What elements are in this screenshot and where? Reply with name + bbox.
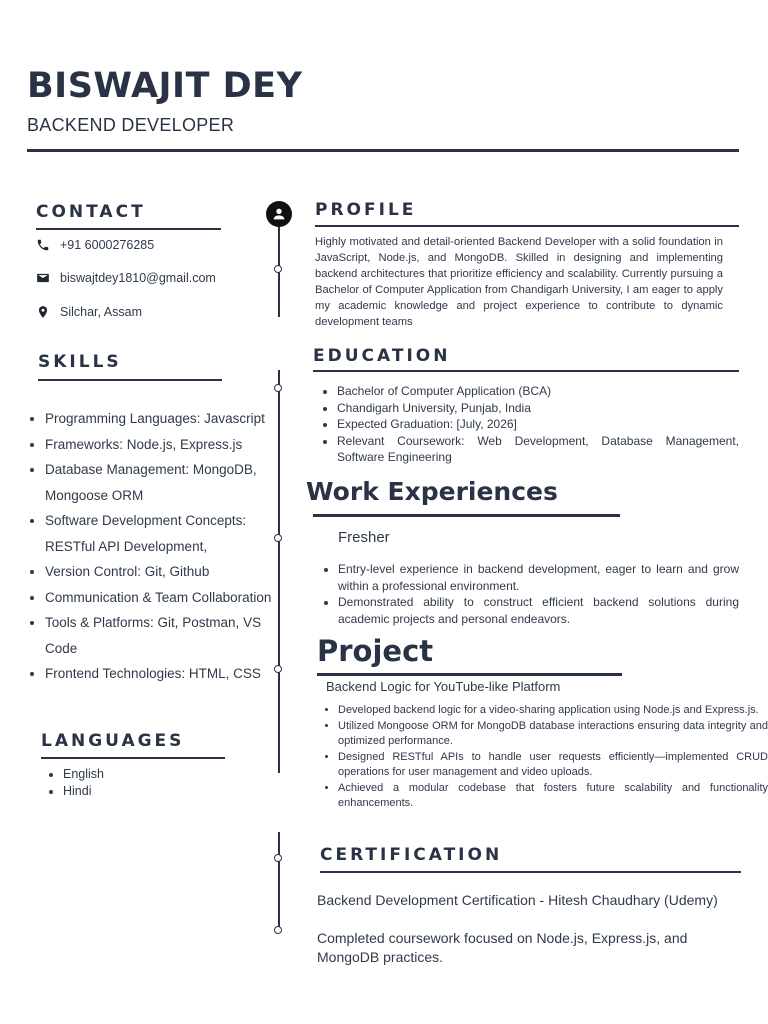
contact-heading: CONTACT [36, 202, 146, 222]
list-item: • Version Control: Git, Github [45, 559, 279, 585]
contact-rule [36, 228, 221, 230]
languages-list [45, 766, 104, 799]
timeline-dot [274, 665, 282, 673]
skills-heading: SKILLS [38, 352, 122, 372]
contact-location [36, 305, 142, 319]
project-heading: Project [317, 634, 434, 668]
list-item: • Bachelor of Computer Application (BCA) [337, 383, 739, 400]
project-rule [317, 673, 622, 676]
user-icon [271, 206, 287, 222]
experience-heading: Work Experiences [306, 477, 558, 506]
list-item: • Database Management: MongoDB, Mongoose ORM [45, 457, 279, 508]
profile-badge [266, 201, 292, 227]
list-item: • Developed backend logic for a video-sharing application using Node.js and Express.js. [338, 703, 768, 719]
list-item: • Expected Graduation: [July, 2026] [337, 416, 739, 433]
phone-text: +91 6000276285 [60, 238, 155, 252]
list-item: • English [63, 766, 104, 783]
languages-heading: LANGUAGES [41, 731, 185, 751]
timeline-dot [274, 384, 282, 392]
certification-title: Backend Development Certification - Hitesh Chaudhary (Udemy) [317, 892, 718, 908]
skills-list [27, 406, 279, 687]
contact-email [36, 271, 216, 285]
experience-list [320, 561, 739, 627]
mail-icon [36, 271, 50, 285]
list-item: • Hindi [63, 783, 104, 800]
list-item: • Software Development Concepts: RESTful API Development, [45, 508, 279, 559]
contact-phone [36, 238, 154, 252]
list-item: • Communication & Team Collaboration [45, 585, 279, 611]
list-item: • Achieved a modular codebase that fosters future scalability and functionality enhancements. [338, 781, 768, 812]
location-pin-icon [36, 305, 50, 319]
list-item: • Designed RESTful APIs to handle user requests efficiently—implemented CRUD operations for user management and video uploads. [338, 750, 768, 781]
list-item: • Demonstrated ability to construct efficient backend solutions during academic projects and personal endeavors. [338, 594, 739, 627]
profile-heading: PROFILE [315, 200, 417, 220]
email-text: biswajtdey1810@gmail.com [60, 271, 216, 285]
certification-rule [320, 871, 741, 873]
certification-heading: CERTIFICATION [320, 845, 503, 865]
education-list [319, 383, 739, 466]
timeline-dot [274, 926, 282, 934]
timeline-line [278, 370, 280, 773]
resume-name: BISWAJIT DEY [27, 66, 303, 106]
project-list [320, 703, 768, 812]
experience-rule [313, 514, 620, 517]
list-item: • Programming Languages: Javascript [45, 406, 279, 432]
profile-rule [315, 225, 739, 227]
header-divider [27, 149, 739, 152]
experience-subtitle: Fresher [338, 529, 390, 546]
timeline-dot [274, 265, 282, 273]
timeline-dot [274, 534, 282, 542]
education-heading: EDUCATION [313, 346, 451, 366]
project-subtitle: Backend Logic for YouTube-like Platform [326, 679, 561, 694]
phone-icon [36, 238, 50, 252]
timeline-dot [274, 854, 282, 862]
list-item: • Utilized Mongoose ORM for MongoDB database interactions ensuring data integrity and optimized performance. [338, 719, 768, 750]
list-item: • Entry-level experience in backend development, eager to learn and grow within a professional environment. [338, 561, 739, 594]
profile-text: Highly motivated and detail-oriented Backend Developer with a solid foundation in JavaScript, Node.js, and MongoDB. Skilled in designing and implementing backend architectures that prioritize efficiency and scalability. Currently pursuing a Bachelor of Computer Application from Chandigarh University, I am eager to apply my academic knowledge and project experience to contribute to dynamic development teams [315, 236, 723, 328]
certification-description: Completed coursework focused on Node.js, Express.js, and MongoDB practices. [317, 930, 688, 965]
timeline-line [278, 832, 280, 930]
skills-rule [38, 379, 222, 381]
resume-role: BACKEND DEVELOPER [27, 115, 235, 135]
list-item: • Relevant Coursework: Web Development, Database Management, Software Engineering [337, 433, 739, 466]
education-rule [313, 370, 739, 372]
list-item: • Chandigarh University, Punjab, India [337, 400, 739, 417]
languages-rule [41, 757, 225, 759]
list-item: • Tools & Platforms: Git, Postman, VS Code [45, 610, 279, 661]
list-item: • Frontend Technologies: HTML, CSS [45, 661, 279, 687]
list-item: • Frameworks: Node.js, Express.js [45, 432, 279, 458]
location-text: Silchar, Assam [60, 305, 142, 319]
